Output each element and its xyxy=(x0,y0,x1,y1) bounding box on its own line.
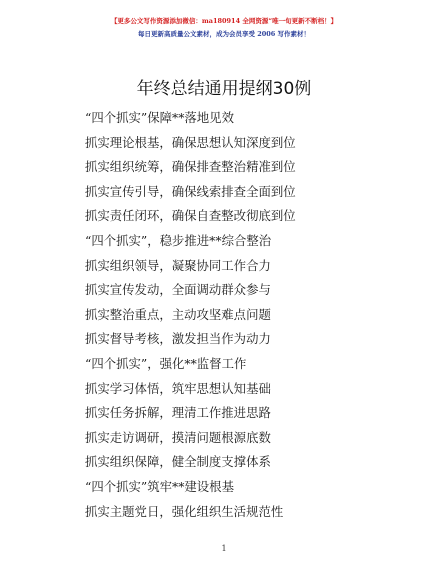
page-number: 1 xyxy=(221,544,227,553)
outline-line: 抓实责任闭环，确保自查整改彻底到位 xyxy=(85,208,296,224)
document-title: 年终总结通用提纲30例 xyxy=(136,79,312,99)
outline-line: “四个抓实”，稳步推进**综合整治 xyxy=(85,232,272,248)
promo-banner-top: 【更多公文写作资源添加微信：ma180914 全网资源“唯一旬更新不断档！】 xyxy=(110,17,338,25)
outline-line: 抓实督导考核，激发担当作为动力 xyxy=(85,331,271,347)
outline-line: “四个抓实”保障**落地见效 xyxy=(85,110,234,125)
outline-line: 抓实宣传发动，全面调动群众参与 xyxy=(85,282,271,298)
outline-line: 抓实整治重点，主动攻坚难点问题 xyxy=(85,306,271,322)
outline-line: 抓实组织领导，凝聚协同工作合力 xyxy=(85,257,271,273)
outline-line: “四个抓实”筑牢**建设根基 xyxy=(85,478,234,494)
outline-line: 抓实组织统筹，确保排查整治精准到位 xyxy=(85,159,296,175)
outline-line: 抓实任务拆解，理清工作推进思路 xyxy=(85,405,271,421)
outline-line: 抓实理论根基，确保思想认知深度到位 xyxy=(85,134,296,150)
outline-line: 抓实组织保障，健全制度支撑体系 xyxy=(85,454,271,470)
outline-line: 抓实宣传引导，确保线索排查全面到位 xyxy=(85,183,296,199)
outline-line: 抓实主题党日，强化组织生活规范性 xyxy=(85,503,284,519)
outline-line: 抓实走访调研，摸清问题根源底数 xyxy=(85,429,271,445)
outline-list xyxy=(85,106,415,524)
outline-line: 抓实学习体悟，筑牢思想认知基础 xyxy=(85,380,271,396)
promo-banner-sub: 每日更新高质量公文素材，成为会员享受 2006 写作素材！ xyxy=(137,30,311,38)
outline-line: “四个抓实”，强化**监督工作 xyxy=(85,355,247,371)
